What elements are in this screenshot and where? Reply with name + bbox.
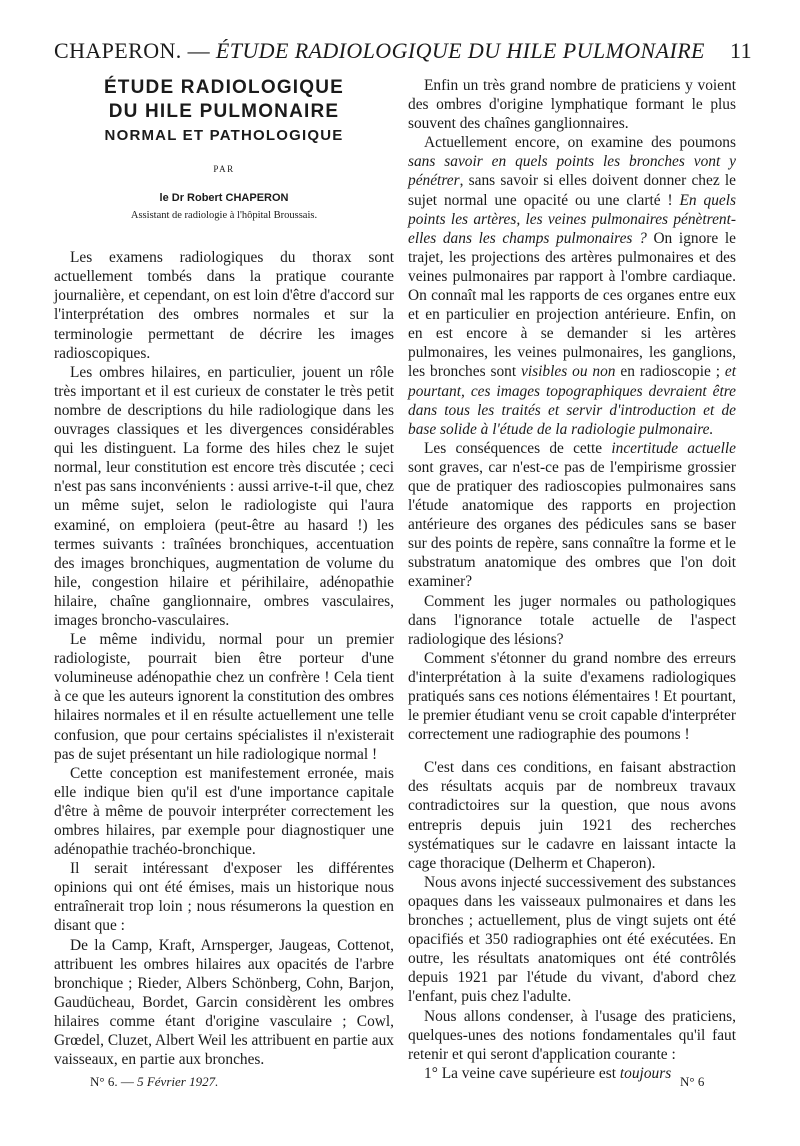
header-separator: —	[187, 38, 210, 63]
left-paragraph-5: Il serait intéressant d'exposer les différentes opinions qui ont été émises, mais un historique nous entraînerait trop loin ; nous résumerons la question en disant que :	[54, 860, 394, 935]
left-column	[54, 76, 394, 1069]
footer-issue: N° 6.	[90, 1074, 118, 1089]
left-paragraph-2: Les ombres hilaires, en particulier, jouent un rôle très important et il est curieux de constater le très petit nombre de descriptions du hile radiologique dans les ouvrages classiques et les divergences considérables qui les distinguent. La forme des hiles chez le sujet normal, leur constitution est encore très discutée ; ceci n'est pas sans inconvénients : aussi arrive-t-il que, chez un même sujet, selon le radiologiste qui l'aura examiné, on emploiera (peut-être au hasard !) les termes suivants : traînées bronchiques, accentuation des images bronchiques, augmentation de volume du hile, congestion hilaire et périhilaire, adénopathie hilaire, chaîne ganglionnaire, ombres vasculaires, images broncho-vasculaires.	[54, 363, 394, 629]
italic-run: et pourtant, ces images topographiques devraient être dans tous les traités et servir d'introduction et de base solide à l'étude de la radiologie pulmonaire.	[408, 363, 737, 438]
right-paragraph-6: C'est dans ces conditions, en faisant abstraction des résultats acquis par de nombreux travaux contradictoires sur la question, que nous avons entrepris depuis juin 1921 des recherches systématiques sur le cadavre en laissant intacte la cage thoracique (Delherm et Chaperon).	[408, 759, 736, 872]
footer-date: 5 Février 1927.	[137, 1074, 219, 1089]
footer-issue-right: N° 6	[680, 1074, 705, 1089]
article-subtitle: NORMAL ET PATHOLOGIQUE	[104, 127, 344, 144]
right-paragraph-5: Comment s'étonner du grand nombre des erreurs d'interprétation à la suite d'examens radiologiques pratiqués sans ces notions élémentaires ! Et pourtant, le premier étudiant venu se croit capable d'interpréter correctement une radiographie des poumons !	[408, 649, 736, 744]
left-paragraph-6: De la Camp, Kraft, Arnsperger, Jaugeas, Cottenot, attribuent les ombres hilaires aux opacités de l'arbre bronchique ; Rieder, Albers Schönberg, Cohn, Barjon, Gaudücheau, Bordet, Garcin considèrent les ombres hilaires comme étant d'origine vasculaire ; Cowl, Grœdel, Cluzet, Albert Weil les attribuent en partie aux vaisseaux, en partie aux bronches.	[54, 936, 394, 1069]
header-title: ÉTUDE RADIOLOGIQUE DU HILE PULMONAIRE	[215, 38, 705, 63]
text-run: sont graves, car n'est-ce pas de l'empirisme grossier que de pratiquer des radioscopies pulmonaires sans l'étude anatomique des rapports en projection antérieure des organes des pédicules sans se baser sur des points de repère, sans connaître la forme et le substratum anatomique des ombres que l'on doit examiner?	[408, 458, 736, 591]
italic-run: sans savoir en quels points les bronches vont y pénétrer	[408, 153, 736, 190]
italic-run: En quels points les artères, les veines pulmonaires pénètrent-elles dans les champs pulmonaires ?	[408, 191, 736, 247]
right-paragraph-3	[408, 439, 736, 592]
header-author: CHAPERON.	[54, 38, 182, 63]
text-run: On ignore le trajet, les projections des artères pulmonaires et des veines pulmonaires par rapport à l'ombre cardiaque. On connaît mal les rapports de ces organes entre eux et en particulier en projection antérieure. Enfin, on en est encore à se demander si les artères pulmonaires, les veines pulmonaires, les ganglions, les bronches sont	[408, 229, 736, 381]
left-paragraph-3: Le même individu, normal pour un premier radiologiste, pourrait bien être porteur d'une volumineuse adénopathie chez un confrère ! Cela tient à ce que les auteurs ignorent la constitution des ombres hilaires normales et il en résulte actuellement une telle confusion, que pour certains spécialistes il n'existerait pas de sujet présentant un hile radiologique normal !	[54, 631, 394, 763]
article-title-line-2: DU HILE PULMONAIRE	[108, 101, 340, 122]
italic-run: toujours	[619, 1064, 672, 1082]
left-paragraph-1: Les examens radiologiques du thorax sont actuellement tombés dans la pratique courante journalière, et cependant, on est loin d'être d'accord sur l'interprétation des ombres normales et sur la terminologie permettant de décrire les images radioscopiques.	[54, 249, 394, 362]
italic-run: incertitude actuelle	[611, 439, 737, 457]
running-title	[54, 38, 705, 64]
text-run: 1° La veine cave supérieure est	[424, 1064, 620, 1082]
by-line: PAR	[213, 164, 235, 174]
right-paragraph-4: Comment les juger normales ou pathologiques dans l'ignorance totale actuelle de l'aspect radiologique des lésions?	[408, 592, 736, 648]
right-paragraph-8: Nous allons condenser, à l'usage des praticiens, quelques-unes des notions fondamentales qu'il faut retenir et qui seront d'application courante :	[408, 1007, 736, 1063]
footer-dash: —	[120, 1074, 134, 1089]
page-number: 11	[730, 38, 752, 63]
right-paragraph-1: Enfin un très grand nombre de praticiens y voient des ombres d'origine lymphatique formant le plus souvent des chaînes ganglionnaires.	[408, 77, 736, 133]
article-title-line-1: ÉTUDE RADIOLOGIQUE	[103, 77, 345, 98]
right-paragraph-7: Nous avons injecté successivement des substances opaques dans les vaisseaux pulmonaires et dans les bronches ; actuellement, plus de vingt sujets ont été opacifiés et 350 radiographies ont été exécutées. En outre, les résultats anatomiques ont été contrôlés depuis 1921 par l'étude du vivant, d'abord chez l'enfant, puis chez l'adulte.	[408, 873, 736, 1006]
italic-run: visibles ou non	[521, 363, 616, 381]
footer-issue-date	[90, 1074, 218, 1090]
text-run: Les conséquences de cette	[424, 439, 612, 457]
left-paragraph-4: Cette conception est manifestement erronée, mais elle indique bien qu'il est d'une importance capitale d'être à même de pouvoir interpréter correctement les ombres hilaires, par exemple pour diagnostiquer une adénopathie trachéo-bronchique.	[54, 764, 394, 859]
text-run: , sans savoir si elles doivent donner chez le sujet normal une opacité ou une clarté !	[408, 172, 736, 209]
author-affiliation: Assistant de radiologie à l'hôpital Broussais.	[130, 210, 318, 222]
text-run: Actuellement encore, on examine des poumons	[424, 134, 736, 152]
running-header	[54, 38, 752, 72]
text-run: en radioscopie ;	[615, 363, 725, 381]
right-column	[408, 76, 736, 1083]
article-title-block	[54, 76, 394, 222]
author-name: le Dr Robert CHAPERON	[159, 192, 289, 205]
right-paragraph-2	[408, 133, 736, 439]
